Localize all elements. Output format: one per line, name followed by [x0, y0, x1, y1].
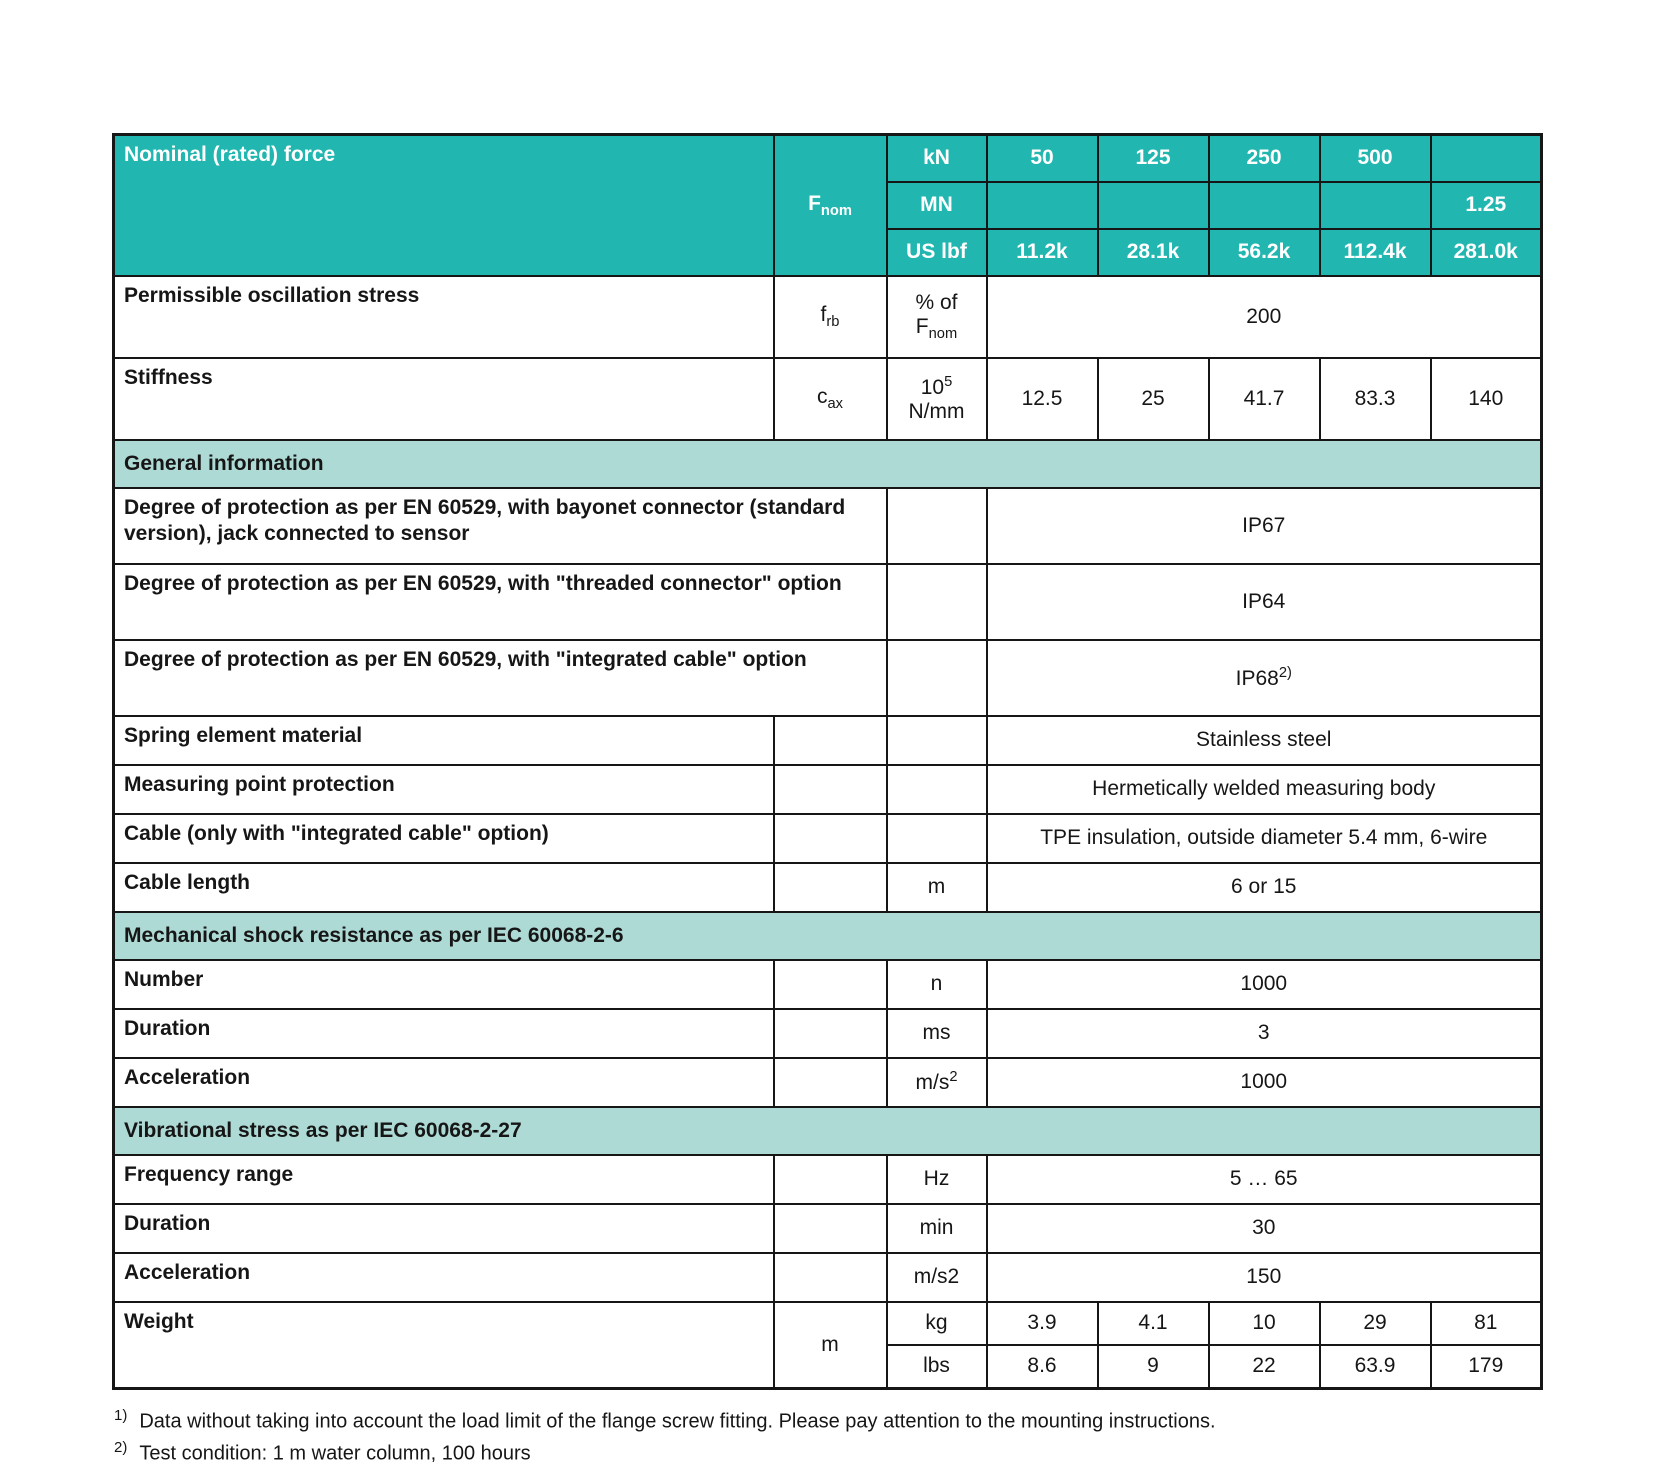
footnote-2-marker: 2) [114, 1438, 128, 1456]
unit-us-lbf: US lbf [887, 229, 987, 276]
section-vibrational-stress-label: Vibrational stress as per IEC 60068-2-27 [114, 1107, 1542, 1155]
weight-lbs-value: 179 [1431, 1345, 1542, 1389]
vib-duration-label: Duration [114, 1204, 774, 1253]
weight-kg-value: 81 [1431, 1302, 1542, 1345]
section-mechanical-shock [114, 912, 1542, 960]
force-kn-value: 50 [987, 135, 1098, 183]
force-kn-value: 250 [1209, 135, 1320, 183]
spring-value: Stainless steel [987, 716, 1542, 765]
force-uslbf-value: 11.2k [987, 229, 1098, 276]
weight-kg-value: 29 [1320, 1302, 1431, 1345]
row-ip-integrated-cable [114, 640, 1542, 716]
unit-mn: MN [887, 182, 987, 229]
empty-cell [774, 1009, 887, 1058]
cable-label: Cable (only with "integrated cable" option) [114, 814, 774, 863]
shock-acceleration-value: 1000 [987, 1058, 1542, 1107]
cable-length-label: Cable length [114, 863, 774, 912]
shock-number-label: Number [114, 960, 774, 1009]
footnote-2 [114, 1438, 1654, 1467]
row-cable [114, 814, 1542, 863]
weight-kg-value: 3.9 [987, 1302, 1098, 1345]
empty-cell [774, 863, 887, 912]
empty-cell [887, 564, 987, 640]
vib-frequency-label: Frequency range [114, 1155, 774, 1204]
row-nominal-force-kn [114, 135, 1542, 183]
ip-bayonet-label: Degree of protection as per EN 60529, with bayonet connector (standard version), jack connected to sensor [114, 488, 887, 564]
empty-cell [887, 640, 987, 716]
vib-duration-value: 30 [987, 1204, 1542, 1253]
stiffness-unit: $10^5$ N/mm [887, 358, 987, 440]
weight-lbs-value: 22 [1209, 1345, 1320, 1389]
stiffness-symbol: $c_{ax}$ [774, 358, 887, 440]
weight-lbs-value: 9 [1098, 1345, 1209, 1389]
measuring-value: Hermetically welded measuring body [987, 765, 1542, 814]
row-cable-length [114, 863, 1542, 912]
weight-lbs-unit: lbs [887, 1345, 987, 1389]
weight-kg-unit: kg [887, 1302, 987, 1345]
footnote-1-marker: 1) [114, 1407, 128, 1424]
force-mn-value [1209, 182, 1320, 229]
empty-cell [887, 716, 987, 765]
force-kn-value: 500 [1320, 135, 1431, 183]
section-mechanical-shock-label: Mechanical shock resistance as per IEC 60068-2-6 [114, 912, 1542, 960]
row-shock-number [114, 960, 1542, 1009]
force-uslbf-value: 281.0k [1431, 229, 1542, 276]
empty-cell [774, 765, 887, 814]
oscillation-symbol: $f_{rb}$ [774, 276, 887, 358]
force-mn-value [1098, 182, 1209, 229]
empty-cell [774, 716, 887, 765]
row-vib-acceleration [114, 1253, 1542, 1302]
row-shock-duration [114, 1009, 1542, 1058]
force-uslbf-value: 112.4k [1320, 229, 1431, 276]
ip-bayonet-value: IP67 [987, 488, 1542, 564]
row-ip-bayonet [114, 488, 1542, 564]
weight-lbs-value: 8.6 [987, 1345, 1098, 1389]
shock-duration-value: 3 [987, 1009, 1542, 1058]
stiffness-value: 41.7 [1209, 358, 1320, 440]
weight-label: Weight [114, 1302, 774, 1389]
empty-cell [774, 1253, 887, 1302]
cable-value: TPE insulation, outside diameter 5.4 mm, 6-wire [987, 814, 1542, 863]
footnote-1-text: Data without taking into account the load limit of the flange screw fitting. Please pay attention to the mounting instructions. [139, 1410, 1216, 1433]
force-mn-value: 1.25 [1431, 182, 1542, 229]
footnotes [114, 1406, 1654, 1467]
force-mn-value [1320, 182, 1431, 229]
oscillation-value: 200 [987, 276, 1542, 358]
oscillation-unit: % of $F_{nom}$ [887, 276, 987, 358]
spec-table [112, 133, 1543, 1390]
weight-kg-value: 4.1 [1098, 1302, 1209, 1345]
shock-duration-label: Duration [114, 1009, 774, 1058]
footnote-2-text: Test condition: 1 m water column, 100 hours [139, 1442, 531, 1465]
footnote-1 [114, 1406, 1654, 1436]
ip-threaded-label: Degree of protection as per EN 60529, with "threaded connector" option [114, 564, 887, 640]
force-kn-value: 125 [1098, 135, 1209, 183]
stiffness-label: Stiffness [114, 358, 774, 440]
row-spring-material [114, 716, 1542, 765]
force-uslbf-value: 28.1k [1098, 229, 1209, 276]
section-vibrational-stress [114, 1107, 1542, 1155]
vib-frequency-value: 5 … 65 [987, 1155, 1542, 1204]
ip-cable-label: Degree of protection as per EN 60529, with "integrated cable" option [114, 640, 887, 716]
empty-cell [887, 814, 987, 863]
shock-number-value: 1000 [987, 960, 1542, 1009]
empty-cell [887, 488, 987, 564]
measuring-label: Measuring point protection [114, 765, 774, 814]
row-shock-acceleration [114, 1058, 1542, 1107]
force-uslbf-value: 56.2k [1209, 229, 1320, 276]
vib-frequency-unit: Hz [887, 1155, 987, 1204]
force-mn-value [987, 182, 1098, 229]
weight-symbol: m [774, 1302, 887, 1389]
row-vib-frequency-range [114, 1155, 1542, 1204]
section-general-information [114, 440, 1542, 488]
empty-cell [774, 960, 887, 1009]
ip-cable-value: IP68$^{2)}$ [987, 640, 1542, 716]
shock-number-unit: n [887, 960, 987, 1009]
row-oscillation-stress [114, 276, 1542, 358]
empty-cell [774, 1058, 887, 1107]
oscillation-label: Permissible oscillation stress [114, 276, 774, 358]
vib-acceleration-value: 150 [987, 1253, 1542, 1302]
cable-length-value: 6 or 15 [987, 863, 1542, 912]
nominal-force-title: Nominal (rated) force [114, 135, 774, 277]
stiffness-value: 25 [1098, 358, 1209, 440]
spring-label: Spring element material [114, 716, 774, 765]
section-general-information-label: General information [114, 440, 1542, 488]
empty-cell [774, 1155, 887, 1204]
vib-acceleration-unit: m/s2 [887, 1253, 987, 1302]
stiffness-value: 83.3 [1320, 358, 1431, 440]
row-measuring-point-protection [114, 765, 1542, 814]
stiffness-value: 140 [1431, 358, 1542, 440]
vib-duration-unit: min [887, 1204, 987, 1253]
stiffness-value: 12.5 [987, 358, 1098, 440]
unit-kn: kN [887, 135, 987, 183]
ip-threaded-value: IP64 [987, 564, 1542, 640]
shock-duration-unit: ms [887, 1009, 987, 1058]
nominal-force-symbol: $F_{nom}$ [774, 135, 887, 277]
empty-cell [887, 765, 987, 814]
shock-acceleration-label: Acceleration [114, 1058, 774, 1107]
empty-cell [774, 1204, 887, 1253]
row-weight-kg [114, 1302, 1542, 1345]
row-stiffness [114, 358, 1542, 440]
force-kn-value [1431, 135, 1542, 183]
cable-length-unit: m [887, 863, 987, 912]
vib-acceleration-label: Acceleration [114, 1253, 774, 1302]
row-ip-threaded [114, 564, 1542, 640]
empty-cell [774, 814, 887, 863]
weight-kg-value: 10 [1209, 1302, 1320, 1345]
row-vib-duration [114, 1204, 1542, 1253]
shock-acceleration-unit: $m/s^2$ [887, 1058, 987, 1107]
weight-lbs-value: 63.9 [1320, 1345, 1431, 1389]
